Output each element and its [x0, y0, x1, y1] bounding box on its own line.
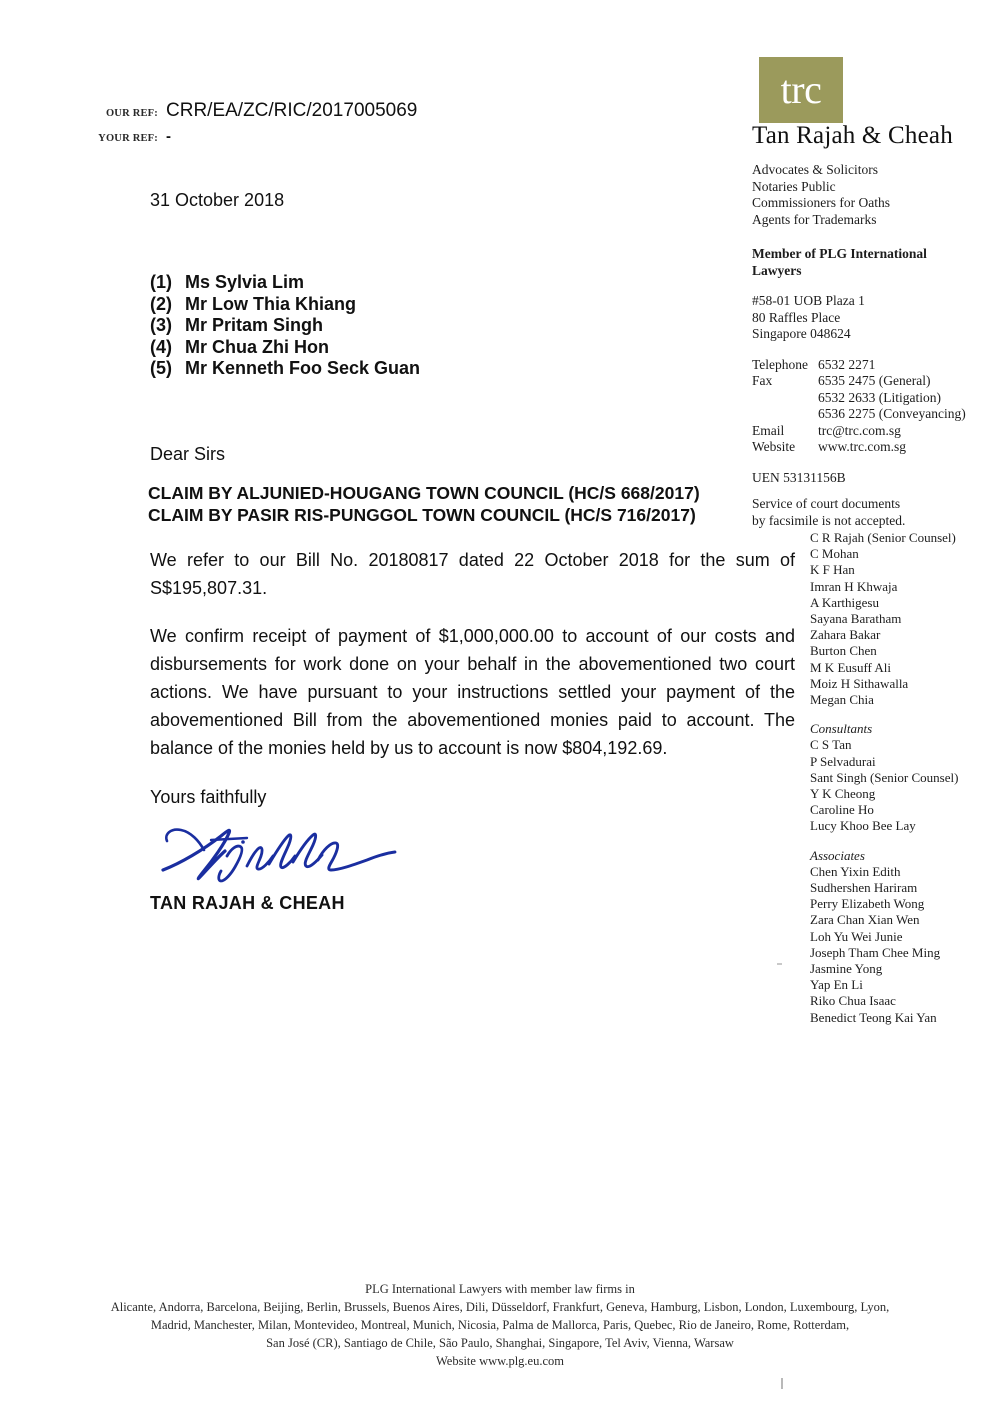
- address-line: #58-01 UOB Plaza 1: [752, 293, 865, 308]
- service-note: [752, 496, 976, 529]
- partner-name: Burton Chen: [810, 643, 877, 659]
- practice-line: Agents for Trademarks: [752, 211, 877, 227]
- your-ref-value: -: [166, 128, 171, 145]
- contact-row-website: [752, 439, 976, 456]
- practice-line: Commissioners for Oaths: [752, 195, 890, 210]
- contact-row-email: [752, 423, 976, 440]
- plg-membership: Member of PLG International Lawyers: [752, 246, 927, 278]
- addressee-number: (4): [150, 336, 172, 357]
- associates-heading: Associates: [810, 847, 865, 863]
- contact-value: 6536 2275 (Conveyancing): [818, 406, 966, 421]
- handwritten-signature: [155, 818, 405, 888]
- signature-firm-name: TAN RAJAH & CHEAH: [150, 893, 345, 913]
- addressee-name: Mr Kenneth Foo Seck Guan: [185, 358, 421, 378]
- footer-line: Madrid, Manchester, Milan, Montevideo, Montreal, Munich, Nicosia, Palma de Mallorca, Paris, Quebec, Rio de Janeiro, Rome, Rotterdam,: [150, 1318, 850, 1332]
- service-note-line: Service of court documents: [752, 496, 901, 511]
- service-note-line: by facsimile is not accepted.: [752, 512, 906, 528]
- partner-name: Sayana Baratham: [810, 611, 902, 627]
- practice-lines: [752, 162, 976, 228]
- contact-label: Telephone: [752, 356, 809, 372]
- our-ref-label: OUR REF:: [105, 108, 158, 119]
- addressee-row: [150, 272, 420, 294]
- addressee-row: [150, 358, 420, 380]
- consultant-name: C S Tan: [810, 737, 852, 753]
- addressee-name: Mr Chua Zhi Hon: [185, 336, 329, 357]
- contact-label: [752, 390, 818, 407]
- contact-details: [752, 357, 976, 456]
- address-line: Singapore 048624: [752, 326, 851, 341]
- associate-name: Jasmine Yong: [810, 961, 883, 977]
- practice-line: Advocates & Solicitors: [752, 162, 878, 177]
- associate-name: Joseph Tham Chee Ming: [810, 944, 941, 960]
- associate-name: Zara Chan Xian Wen: [810, 912, 920, 928]
- associate-name: Yap En Li: [810, 977, 863, 993]
- reference-block: [96, 100, 417, 151]
- office-address: [752, 293, 976, 343]
- consultant-name: P Selvadurai: [810, 753, 876, 769]
- contact-value: 6535 2475 (General): [818, 373, 931, 388]
- footer-line: PLG International Lawyers with member law firms in: [365, 1282, 635, 1296]
- partner-name: Moiz H Sithawalla: [810, 675, 909, 691]
- scan-artifact-mark: [781, 1378, 783, 1389]
- addressee-name: Ms Sylvia Lim: [185, 272, 305, 292]
- page-footer: [0, 1280, 1000, 1370]
- consultants-heading: Consultants: [810, 721, 873, 737]
- footer-line: Alicante, Andorra, Barcelona, Beijing, Berlin, Brussels, Buenos Aires, Dili, Düsseldorf, Frankfurt, Geneva, Hamburg, Lisbon, London, Luxembourg, Lyon,: [110, 1300, 890, 1314]
- footer-line: Website www.plg.eu.com: [435, 1354, 564, 1368]
- body-paragraph-1: We refer to our Bill No. 20180817 dated 22 October 2018 for the sum of S$195,807.31.: [150, 550, 795, 598]
- associate-name: Benedict Teong Kai Yan: [810, 1009, 937, 1025]
- contact-label: [752, 406, 818, 423]
- our-ref-value: CRR/EA/ZC/RIC/2017005069: [166, 100, 418, 121]
- practice-line: Notaries Public: [752, 178, 836, 194]
- addressee-row: [150, 315, 420, 337]
- subject-line: CLAIM BY PASIR RIS-PUNGGOL TOWN COUNCIL (HC/S 716/2017): [148, 505, 696, 525]
- consultant-name: Lucy Khoo Bee Lay: [810, 818, 916, 834]
- our-ref-row: [96, 100, 417, 122]
- partner-name: Megan Chia: [810, 692, 874, 708]
- addressee-number: (1): [150, 272, 172, 292]
- letterhead: [752, 52, 976, 529]
- trc-logo-text: trc: [780, 67, 822, 112]
- signoff: Yours faithfully: [150, 787, 267, 807]
- addressee-number: (5): [150, 358, 172, 378]
- partner-name: C Mohan: [810, 546, 859, 562]
- associate-name: Riko Chua Isaac: [810, 993, 896, 1009]
- firm-logo: [752, 52, 976, 162]
- subject-heading: [148, 482, 700, 526]
- contact-row-telephone: [752, 357, 976, 374]
- contact-value[interactable]: trc@trc.com.sg: [818, 422, 901, 438]
- partner-name: Imran H Khwaja: [810, 578, 898, 594]
- partner-name: M K Eusuff Ali: [810, 659, 892, 675]
- consultant-name: Y K Cheong: [810, 786, 876, 802]
- addressee-name: Mr Low Thia Khiang: [185, 293, 356, 314]
- contact-value: 6532 2633 (Litigation): [818, 389, 941, 405]
- salutation: Dear Sirs: [150, 444, 226, 464]
- your-ref-label: YOUR REF:: [98, 133, 158, 144]
- address-line: 80 Raffles Place: [752, 309, 841, 325]
- staff-listing: [810, 530, 990, 1026]
- uen-number: UEN 53131156B: [752, 469, 846, 485]
- contact-label: Email: [752, 422, 785, 438]
- letter-date: 31 October 2018: [150, 190, 285, 210]
- associate-name: Chen Yixin Edith: [810, 863, 901, 879]
- partner-name: C R Rajah (Senior Counsel): [810, 530, 956, 545]
- your-ref-row: [96, 128, 417, 145]
- partner-name: A Karthigesu: [810, 594, 879, 610]
- associate-name: Loh Yu Wei Junie: [810, 928, 903, 944]
- trc-logo-square: [759, 57, 843, 123]
- addressee-number: (3): [150, 315, 172, 335]
- contact-label: Website: [752, 439, 796, 454]
- associate-name: Perry Elizabeth Wong: [810, 896, 925, 912]
- consultant-name: Sant Singh (Senior Counsel): [810, 769, 959, 785]
- partner-name: K F Han: [810, 562, 855, 578]
- consultant-name: Caroline Ho: [810, 802, 874, 818]
- addressee-list: [150, 272, 420, 380]
- partner-name: Zahara Bakar: [810, 627, 881, 643]
- scan-artifact-mark: [777, 963, 782, 965]
- addressee-name: Mr Pritam Singh: [185, 315, 324, 335]
- addressee-row: [150, 294, 420, 316]
- addressee-number: (2): [150, 293, 172, 314]
- footer-line: San José (CR), Santiago de Chile, São Paulo, Shanghai, Singapore, Tel Aviv, Vienna, Warsaw: [266, 1336, 734, 1350]
- contact-row-fax-conveyancing: [752, 406, 976, 423]
- contact-label: Fax: [752, 373, 773, 388]
- addressee-row: [150, 337, 420, 359]
- firm-name: Tan Rajah & Cheah: [752, 122, 953, 149]
- contact-value[interactable]: www.trc.com.sg: [818, 439, 906, 454]
- associate-name: Sudhershen Hariram: [810, 880, 918, 896]
- contact-row-fax-general: [752, 373, 976, 390]
- subject-line: CLAIM BY ALJUNIED-HOUGANG TOWN COUNCIL (HC/S 668/2017): [148, 483, 700, 503]
- contact-row-fax-litigation: [752, 390, 976, 407]
- contact-value: 6532 2271: [818, 356, 876, 372]
- body-paragraph-2: We confirm receipt of payment of $1,000,000.00 to account of our costs and disbursements for work done on your behalf in the abovementioned two court actions. We have pursuant to your instructions settled your payment of the abovementioned Bill from the abovementioned monies paid to account. The balance of the monies held by us to account is now $804,192.69.: [150, 626, 795, 758]
